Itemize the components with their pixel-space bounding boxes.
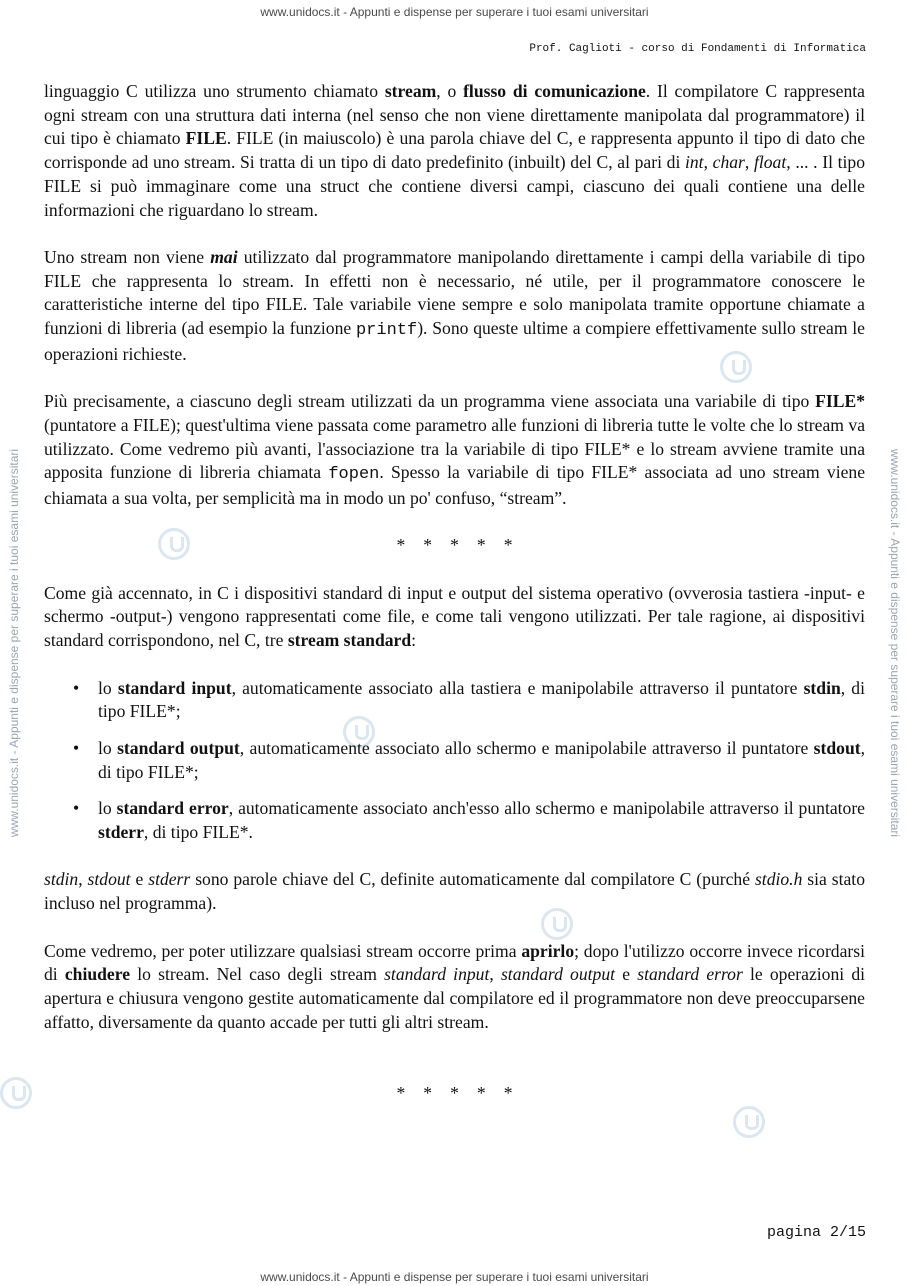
text: , di tipo FILE*; <box>98 737 866 782</box>
italic-term: float <box>753 152 787 173</box>
list-item <box>44 797 865 844</box>
italic-term: stdin <box>44 869 79 890</box>
italic-term: standard output <box>500 964 616 985</box>
italic-term: standard error <box>637 964 743 985</box>
bold-term: stdin <box>803 677 841 698</box>
text: : <box>411 630 417 651</box>
italic-term: stderr <box>148 869 191 890</box>
bold-term: standard output <box>117 737 240 758</box>
text: , o <box>436 81 464 101</box>
right-side-watermark: www.unidocs.it - Appunti e dispense per superare i tuoi esami universitari <box>888 448 902 838</box>
separator-star: * <box>450 1082 459 1103</box>
bold-term: stream standard <box>287 630 412 651</box>
paragraph-2 <box>44 246 865 367</box>
text: . Spesso la variabile di tipo FILE* associata ad uno stream viene chiamata a sua volta, per semplicità ma in modo un po' confuso, “stream”. <box>44 462 866 508</box>
separator-star: * <box>396 535 406 556</box>
bullet: • <box>73 798 80 819</box>
paragraph-4 <box>44 582 865 653</box>
bold-term: chiudere <box>64 964 131 985</box>
separator-star: * <box>396 1082 406 1103</box>
bold-term: standard input <box>117 677 232 698</box>
text: le operazioni di apertura e chiusura vengono gestite automaticamente dal compilatore ed il programmatore non deve preoccuparsene affatto, diversamente da quanto accade per tutti gli altri stream. <box>44 964 866 1032</box>
top-watermark: www.unidocs.it - Appunti e dispense per superare i tuoi esami universitari <box>260 5 649 19</box>
section-separator <box>44 534 865 558</box>
bold-term: aprirlo <box>521 940 575 961</box>
section-separator <box>44 1082 865 1106</box>
text: , <box>489 964 501 985</box>
text: e <box>130 869 149 890</box>
bottom-watermark: www.unidocs.it - Appunti e dispense per superare i tuoi esami universitari <box>260 1270 649 1284</box>
bold-term: standard error <box>116 798 229 819</box>
text: lo stream. Nel caso degli stream <box>130 964 385 985</box>
text: . FILE (in maiuscolo) è una parola chiave del C, e rappresenta appunto il tipo di dato che corrisponde ad uno stream. Si tratta di un tipo di dato predefinito (inbuilt) del C, al pari di <box>44 128 865 173</box>
separator-star: * <box>450 535 459 556</box>
paragraph-6 <box>44 940 865 1035</box>
bold-term: FILE* <box>815 391 865 412</box>
text: , <box>703 152 713 173</box>
italic-term: stdio.h <box>754 869 803 890</box>
text: Più precisamente, a ciascuno degli stream utilizzati da un programma viene associata una variabile di tipo <box>44 391 816 412</box>
text: , automaticamente associato allo schermo e manipolabile attraverso il puntatore <box>239 737 814 758</box>
bold-term: flusso di comunicazione <box>463 81 646 101</box>
text: lo <box>98 798 117 819</box>
text: lo <box>98 677 118 698</box>
code-term: fopen <box>328 465 380 485</box>
italic-term: standard input <box>384 964 490 985</box>
separator-star: * <box>503 1082 513 1103</box>
page-number: pagina 2/15 <box>766 1224 866 1241</box>
bullet: • <box>73 677 80 698</box>
text: , <box>744 152 754 173</box>
left-side-watermark: www.unidocs.it - Appunti e dispense per superare i tuoi esami universitari <box>7 448 21 838</box>
text: ; dopo l'utilizzo occorre invece ricordarsi di <box>44 940 865 985</box>
text: ). Sono queste ultime a compiere effettivamente sullo stream le operazioni richieste. <box>44 318 865 364</box>
text: lo <box>98 737 118 758</box>
text: sia stato incluso nel programma). <box>44 869 865 914</box>
text: Come già accennato, in C i dispositivi standard di input e output del sistema operativo (ovverosia tastiera -input- e schermo -output-) vengono rappresentati come file, e come tali vengono utilizzati. Per tale ragione, ai dispositivi standard corrispondono, nel C, tre <box>44 582 865 651</box>
text: , automaticamente associato alla tastiera e manipolabile attraverso il puntatore <box>231 677 804 698</box>
separator-star: * <box>503 535 513 556</box>
document-body <box>44 80 865 1129</box>
italic-term: stdout <box>87 869 131 890</box>
text: , di tipo FILE*; <box>98 677 865 722</box>
spacer <box>44 1058 865 1082</box>
separator-star: * <box>423 1082 433 1103</box>
text: utilizzato dal programmatore manipolando direttamente i campi della variabile di tipo FILE che rappresenta lo stream. In effetti non è necessario, né utile, per il programmatore conoscere le caratteristiche interne del tipo FILE. Tale variabile viene sempre e solo manipolata tramite opportune chiamate a funzioni di libreria (ad esempio la funzione <box>44 246 865 339</box>
bold-term: stdout <box>813 737 861 758</box>
text: , ... . Il tipo FILE si può immaginare come una struct che contiene diversi campi, ciascuno dei quali contiene una delle informazioni che riguardano lo stream. <box>44 152 866 220</box>
italic-term: char <box>712 152 745 173</box>
page-header: Prof. Caglioti - corso di Fondamenti di Informatica <box>529 43 866 55</box>
code-term: printf <box>355 321 418 341</box>
paragraph-1 <box>44 80 865 222</box>
bold-italic-term: mai <box>210 246 238 267</box>
paragraph-3 <box>44 390 865 511</box>
italic-term: int <box>685 152 704 173</box>
text: Come vedremo, per poter utilizzare qualsiasi stream occorre prima <box>44 940 522 961</box>
standard-streams-list <box>44 677 865 845</box>
text: . Il compilatore C rappresenta ogni stream con una struttura dati interna (nel senso che non viene direttamente manipolata dal programmatore) il cui tipo è chiamato <box>44 81 865 149</box>
bullet: • <box>73 737 80 758</box>
separator-star: * <box>476 1082 486 1103</box>
list-item <box>44 737 865 784</box>
text: e <box>615 964 638 985</box>
bold-term: FILE <box>185 128 227 149</box>
text: Uno stream non viene <box>44 246 211 267</box>
unidocs-logo-icon <box>0 1077 32 1109</box>
bold-term: stream <box>384 81 437 101</box>
text: , <box>78 869 88 890</box>
paragraph-5 <box>44 868 865 915</box>
text: , di tipo FILE*. <box>143 822 253 843</box>
text: , automaticamente associato anch'esso allo schermo e manipolabile attraverso il puntatore <box>228 798 865 819</box>
list-item <box>44 677 865 724</box>
text: linguaggio C utilizza uno strumento chiamato <box>44 81 385 101</box>
separator-star: * <box>476 535 486 556</box>
text: (puntatore a FILE); quest'ultima viene passata come parametro alle funzioni di libreria tutte le volte che lo stream va utilizzato. Come vedremo più avanti, l'associazione tra la variabile di tipo FILE* e lo stream avviene tramite una apposita funzione di libreria chiamata <box>44 414 865 483</box>
text: sono parole chiave del C, definite automaticamente dal compilatore C (purché <box>190 869 755 890</box>
separator-star: * <box>423 535 433 556</box>
bold-term: stderr <box>98 822 144 843</box>
